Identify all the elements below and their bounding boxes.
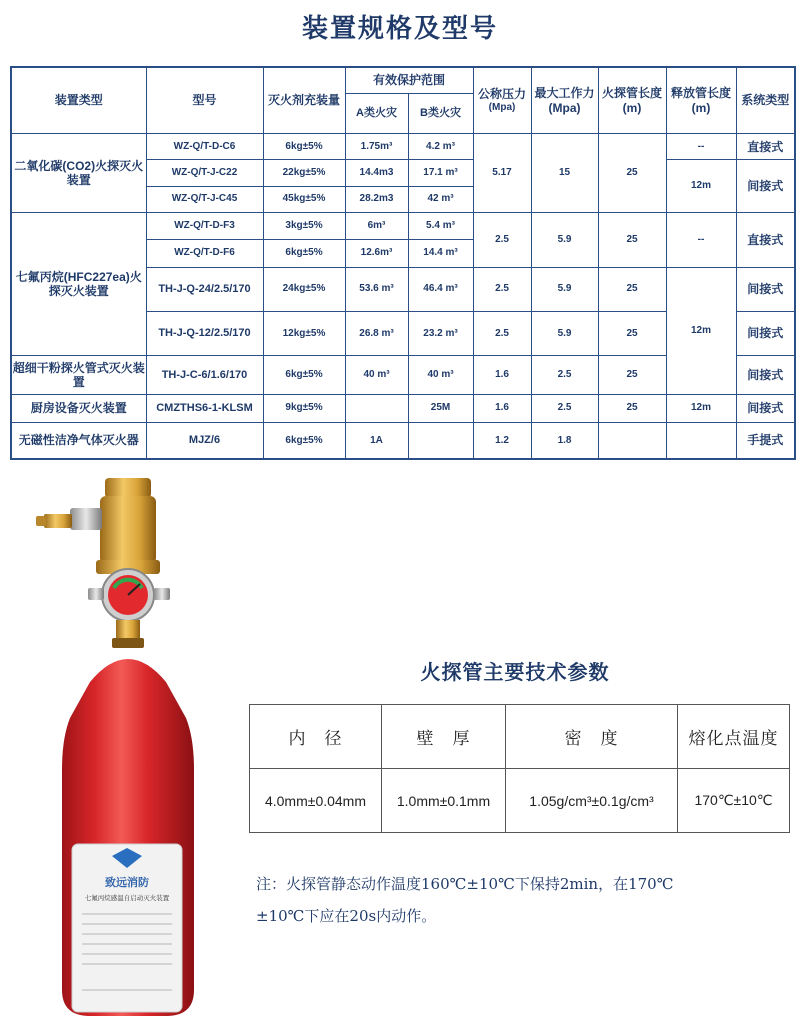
release-length-cell: 12m xyxy=(666,160,736,213)
amount-cell: 6kg±5% xyxy=(263,356,345,394)
tube-value-inner-diameter: 4.0mm±0.04mm xyxy=(250,769,382,833)
amount-cell: 9kg±5% xyxy=(263,394,345,422)
max-pressure-cell: 15 xyxy=(531,134,598,213)
range-b-cell xyxy=(408,423,473,459)
model-cell: WZ-Q/T-J-C45 xyxy=(146,186,263,212)
system-cell: 间接式 xyxy=(736,160,795,213)
max-pressure-cell: 5.9 xyxy=(531,212,598,267)
pressure-cell: 1.6 xyxy=(473,394,531,422)
range-b-cell: 17.1 m³ xyxy=(408,160,473,186)
tube-header-inner-diameter: 内 径 xyxy=(250,705,382,769)
range-a-cell: 1A xyxy=(345,423,408,459)
header-model: 型号 xyxy=(146,67,263,134)
header-range-a: A类火灾 xyxy=(345,93,408,133)
range-b-cell: 25M xyxy=(408,394,473,422)
category-kitchen: 厨房设备灭火装置 xyxy=(11,394,146,422)
model-cell: MJZ/6 xyxy=(146,423,263,459)
range-b-cell: 14.4 m³ xyxy=(408,240,473,267)
range-b-cell: 4.2 m³ xyxy=(408,134,473,160)
header-range: 有效保护范围 xyxy=(345,67,473,93)
system-cell: 间接式 xyxy=(736,267,795,311)
pressure-cell: 2.5 xyxy=(473,267,531,311)
release-length-cell: -- xyxy=(666,134,736,160)
model-cell: WZ-Q/T-J-C22 xyxy=(146,160,263,186)
range-a-cell: 26.8 m³ xyxy=(345,311,408,355)
tube-header-density: 密 度 xyxy=(506,705,678,769)
fire-extinguisher-cylinder xyxy=(30,470,240,1020)
model-cell: WZ-Q/T-D-F6 xyxy=(146,240,263,267)
pressure-cell: 1.6 xyxy=(473,356,531,394)
header-tube-length: 火探管长度(m) xyxy=(598,67,666,134)
header-max-pressure: 最大工作力(Mpa) xyxy=(531,67,598,134)
amount-cell: 22kg±5% xyxy=(263,160,345,186)
tube-length-cell: 25 xyxy=(598,311,666,355)
max-pressure-cell: 2.5 xyxy=(531,394,598,422)
category-co2: 二氧化碳(CO2)火探灭火装置 xyxy=(11,134,146,213)
model-cell: WZ-Q/T-D-F3 xyxy=(146,212,263,239)
tube-value-wall-thickness: 1.0mm±0.1mm xyxy=(382,769,506,833)
header-pressure xyxy=(473,67,531,134)
header-pressure-label: 公称压力 xyxy=(478,87,527,102)
spec-table xyxy=(10,66,796,460)
max-pressure-cell: 2.5 xyxy=(531,356,598,394)
range-b-cell: 5.4 m³ xyxy=(408,212,473,239)
pressure-cell: 2.5 xyxy=(473,311,531,355)
pressure-cell: 2.5 xyxy=(473,212,531,267)
tube-header-wall-thickness: 壁 厚 xyxy=(382,705,506,769)
system-cell: 间接式 xyxy=(736,311,795,355)
max-pressure-cell: 5.9 xyxy=(531,311,598,355)
amount-cell: 6kg±5% xyxy=(263,240,345,267)
header-amount: 灭火剂充装量 xyxy=(263,67,345,134)
header-type: 装置类型 xyxy=(11,67,146,134)
range-a-cell: 14.4m3 xyxy=(345,160,408,186)
header-release-length: 释放管长度(m) xyxy=(666,67,736,134)
amount-cell: 12kg±5% xyxy=(263,311,345,355)
tube-note: 注：火探管静态动作温度160℃±10℃下保持2min，在170℃±10℃下应在20s内动作。 xyxy=(256,875,674,925)
header-pressure-unit: (Mpa) xyxy=(488,101,516,113)
cylinder-brand: 致远消防 xyxy=(105,877,149,889)
pressure-cell: 1.2 xyxy=(473,423,531,459)
tube-header-melting-point: 熔化点温度 xyxy=(678,705,790,769)
range-a-cell: 28.2m3 xyxy=(345,186,408,212)
category-clean-gas: 无磁性洁净气体灭火器 xyxy=(11,423,146,459)
tube-length-cell: 25 xyxy=(598,394,666,422)
range-a-cell: 40 m³ xyxy=(345,356,408,394)
pressure-cell: 5.17 xyxy=(473,134,531,213)
range-a-cell: 53.6 m³ xyxy=(345,267,408,311)
range-b-cell: 23.2 m³ xyxy=(408,311,473,355)
cylinder-drawing xyxy=(30,470,240,1020)
tube-length-cell: 25 xyxy=(598,212,666,267)
cylinder-product: 七氟丙烷感温自启动灭火装置 xyxy=(84,895,170,902)
system-cell: 手提式 xyxy=(736,423,795,459)
system-cell: 直接式 xyxy=(736,212,795,267)
amount-cell: 6kg±5% xyxy=(263,134,345,160)
range-a-cell xyxy=(345,394,408,422)
amount-cell: 24kg±5% xyxy=(263,267,345,311)
category-hfc227ea: 七氟丙烷(HFC227ea)火探灭火装置 xyxy=(11,212,146,355)
release-length-cell: 12m xyxy=(666,394,736,422)
tube-length-cell: 25 xyxy=(598,356,666,394)
model-cell: CMZTHS6-1-KLSM xyxy=(146,394,263,422)
header-system: 系统类型 xyxy=(736,67,795,134)
tube-length-cell: 25 xyxy=(598,267,666,311)
range-b-cell: 40 m³ xyxy=(408,356,473,394)
tube-length-cell: 25 xyxy=(598,134,666,213)
header-range-b: B类火灾 xyxy=(408,93,473,133)
range-b-cell: 46.4 m³ xyxy=(408,267,473,311)
tube-length-cell xyxy=(598,423,666,459)
range-a-cell: 6m³ xyxy=(345,212,408,239)
category-dry-powder: 超细干粉探火管式灭火装置 xyxy=(11,356,146,394)
system-cell: 间接式 xyxy=(736,356,795,394)
release-length-cell xyxy=(666,423,736,459)
tube-value-melting-point: 170℃±10℃ xyxy=(678,769,790,833)
range-a-cell: 1.75m³ xyxy=(345,134,408,160)
range-a-cell: 12.6m³ xyxy=(345,240,408,267)
model-cell: TH-J-Q-24/2.5/170 xyxy=(146,267,263,311)
system-cell: 直接式 xyxy=(736,134,795,160)
model-cell: TH-J-Q-12/2.5/170 xyxy=(146,311,263,355)
tube-params-title: 火探管主要技术参数 xyxy=(420,662,610,684)
release-length-cell: 12m xyxy=(666,267,736,394)
page-title: 装置规格及型号 xyxy=(301,13,498,43)
tube-value-density: 1.05g/cm³±0.1g/cm³ xyxy=(506,769,678,833)
amount-cell: 45kg±5% xyxy=(263,186,345,212)
max-pressure-cell: 1.8 xyxy=(531,423,598,459)
amount-cell: 3kg±5% xyxy=(263,212,345,239)
tube-params-table xyxy=(249,704,790,833)
system-cell: 间接式 xyxy=(736,394,795,422)
max-pressure-cell: 5.9 xyxy=(531,267,598,311)
model-cell: WZ-Q/T-D-C6 xyxy=(146,134,263,160)
model-cell: TH-J-C-6/1.6/170 xyxy=(146,356,263,394)
range-b-cell: 42 m³ xyxy=(408,186,473,212)
amount-cell: 6kg±5% xyxy=(263,423,345,459)
release-length-cell: -- xyxy=(666,212,736,267)
